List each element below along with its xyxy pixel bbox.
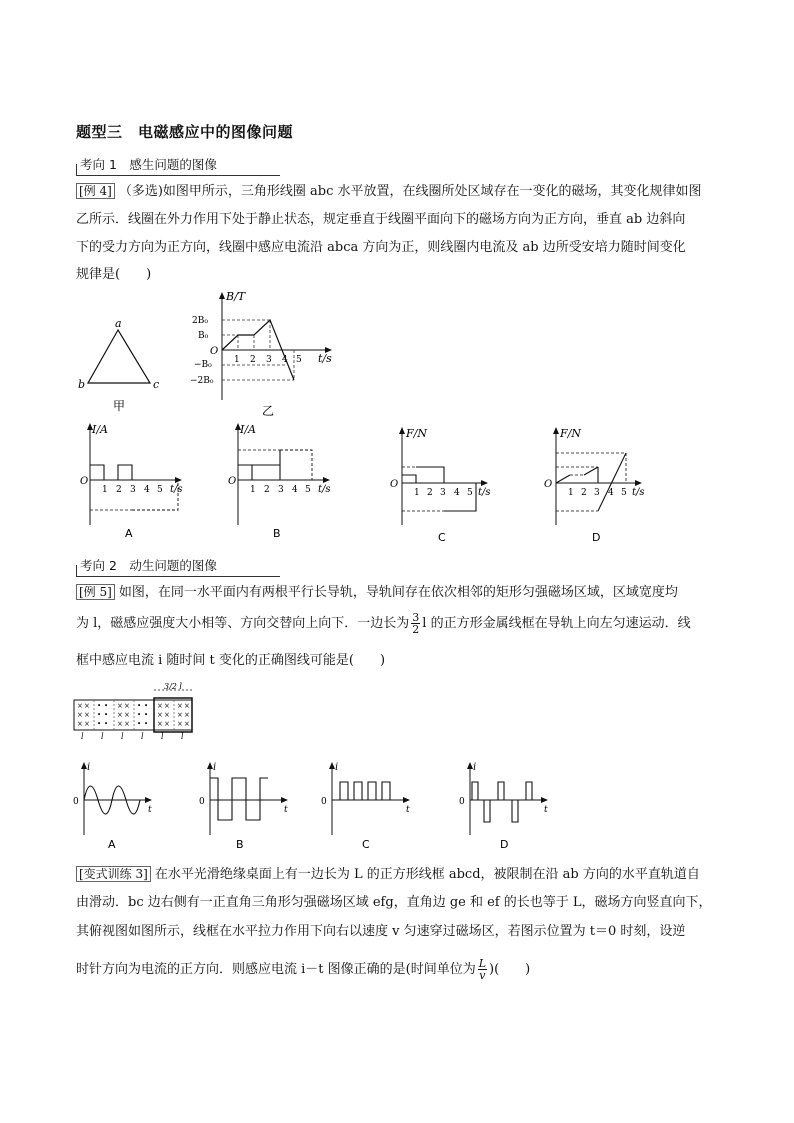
ex4-line-2: 乙所示．线圈在外力作用下处于静止状态，规定垂直于线圈平面向下的磁场方向为正方向，垂直 ab 边斜向: [76, 212, 686, 227]
svg-text:×: ×: [164, 720, 170, 728]
svg-text:×: ×: [84, 720, 90, 728]
svg-text:4: 4: [292, 485, 298, 495]
direction-2-label: 考向 2 动生问题的图像: [80, 558, 217, 573]
svg-text:0: 0: [73, 797, 79, 807]
b-origin: O: [228, 476, 237, 487]
svg-text:×: ×: [164, 702, 170, 710]
ex5-option-b-label: B: [236, 838, 244, 851]
svg-text:×: ×: [124, 720, 130, 728]
c-origin: O: [390, 479, 399, 490]
ex5-line-3: 框中感应电流 i 随时间 t 变化的正确图线可能是( ): [76, 653, 386, 668]
svg-text:3: 3: [130, 485, 136, 495]
ex4-line-1: [例 4] （多选)如图甲所示，三角形线圈 abc 水平放置，在线圈所处区域存在一变化的磁场，其变化规律如图: [76, 182, 702, 201]
ex5-option-d-label: D: [500, 838, 509, 851]
svg-text:l: l: [121, 732, 124, 741]
svg-text:×: ×: [117, 702, 123, 710]
section-title: 题型三 电磁感应中的图像问题: [76, 123, 294, 141]
svg-text:l: l: [141, 732, 144, 741]
svg-text:×: ×: [177, 702, 183, 710]
direction-1-heading: [80, 155, 280, 173]
var3-line-4: 时针方向为电流的正方向．则感应电流 i－t 图像正确的是(时间单位为 $\frac{L}{v}$ )( ): [76, 957, 531, 982]
svg-text:×: ×: [184, 702, 190, 710]
vertex-c-label: c: [153, 378, 160, 391]
ex4-option-b-graph: [228, 420, 358, 545]
ex4-option-c-graph: [386, 425, 516, 550]
svg-text:3: 3: [278, 485, 284, 495]
ex4-line-3: 下的受力方向为正方向，线圈中感应电流沿 abca 方向为正，则线圈内电流及 ab 边所受安培力随时间变化: [76, 240, 686, 255]
svg-text:×: ×: [77, 720, 83, 728]
ex4-option-c-label: C: [438, 531, 446, 544]
c-xlabel: t/s: [478, 487, 491, 498]
svg-text:1: 1: [568, 488, 574, 498]
svg-text:•: •: [104, 711, 109, 719]
svg-text:×: ×: [157, 711, 163, 719]
svg-text:•: •: [137, 702, 142, 710]
svg-text:l: l: [181, 732, 184, 741]
yi-xtick-3: 3: [266, 355, 272, 365]
svg-text:l: l: [101, 732, 104, 741]
svg-text:•: •: [144, 711, 149, 719]
ex5-field-figure: [72, 680, 202, 740]
svg-text:×: ×: [77, 702, 83, 710]
ex4-option-a-label: A: [125, 527, 133, 540]
svg-text:i: i: [87, 762, 91, 773]
svg-text:l: l: [161, 732, 164, 741]
vertex-b-label: b: [78, 378, 86, 391]
svg-text:t: t: [284, 805, 288, 815]
svg-text:×: ×: [157, 720, 163, 728]
yi-xlabel: t/s: [318, 352, 332, 365]
ex4-option-d-label: D: [592, 531, 601, 544]
svg-text:5: 5: [621, 488, 627, 498]
svg-text:3: 3: [440, 488, 446, 498]
yi-xtick-2: 2: [250, 355, 256, 365]
fig-jia-triangle: [70, 310, 180, 420]
var3-line-2: 由滑动．bc 边右侧有一正直角三角形匀强磁场区域 efg，直角边 ge 和 ef 的长也等于 L，磁场方向竖直向下，: [76, 895, 712, 910]
fig-jia-caption: 甲: [113, 399, 126, 413]
b-xlabel: t/s: [318, 484, 331, 495]
ex4-option-b-label: B: [273, 527, 281, 540]
svg-text:1: 1: [250, 485, 256, 495]
svg-text:4: 4: [454, 488, 460, 498]
svg-text:•: •: [104, 720, 109, 728]
svg-text:×: ×: [184, 711, 190, 719]
svg-text:×: ×: [177, 711, 183, 719]
ex4-line-4: 规律是( ): [76, 267, 152, 282]
ex5-option-d-graph: [456, 760, 556, 850]
var3-line-3: 其俯视图如图所示，线框在水平拉力作用下向右以速度 v 匀速穿过磁场区，若图示位置为 t＝0 时刻，设逆: [76, 924, 686, 939]
svg-text:i: i: [213, 762, 217, 773]
ex5-tag: [例 5]: [76, 584, 115, 600]
ex4-option-d-graph: [540, 425, 670, 550]
direction-1-label: 考向 1 感生问题的图像: [80, 157, 217, 172]
svg-text:0: 0: [199, 797, 205, 807]
svg-text:•: •: [144, 702, 149, 710]
svg-text:×: ×: [84, 702, 90, 710]
svg-text:2: 2: [427, 488, 433, 498]
d-origin: O: [544, 479, 553, 490]
ex4-option-a-graph: [80, 420, 210, 545]
ex5-option-a-graph: [70, 760, 160, 850]
yi-ylabel: B/T: [226, 290, 246, 303]
ex5-option-c-label: C: [362, 838, 370, 851]
svg-text:4: 4: [144, 485, 150, 495]
ex5-line-2: 为 l，磁感应强度大小相等、方向交替向上向下．一边长为 $\frac{3}{2}$ l 的正方形金属线框在导轨上向左匀速运动．线: [76, 611, 691, 636]
svg-text:×: ×: [177, 720, 183, 728]
svg-text:t: t: [406, 805, 410, 815]
svg-text:0: 0: [321, 797, 327, 807]
a-ylabel: I/A: [92, 423, 108, 436]
svg-text:3: 3: [594, 488, 600, 498]
svg-text:4: 4: [608, 488, 614, 498]
svg-text:×: ×: [157, 702, 163, 710]
svg-text:t: t: [544, 805, 548, 815]
svg-text:×: ×: [117, 711, 123, 719]
svg-text:×: ×: [77, 711, 83, 719]
ex5-fraction: $\frac{3}{2}$: [412, 611, 420, 636]
ex5-option-b-graph: [196, 760, 296, 850]
b-ylabel: I/A: [240, 423, 256, 436]
svg-text:×: ×: [124, 711, 130, 719]
svg-text:•: •: [97, 702, 102, 710]
ex5-option-a-label: A: [108, 838, 116, 851]
ex5-line-1: [例 5] 如图，在同一水平面内有两根平行长导轨，导轨间存在依次相邻的矩形匀强磁场区域，区域宽度均: [76, 583, 678, 602]
yi-origin: O: [210, 346, 219, 357]
svg-text:•: •: [104, 702, 109, 710]
yi-xtick-4: 4: [282, 355, 288, 365]
svg-text:•: •: [97, 711, 102, 719]
var3-tag: [变式训练 3]: [76, 866, 151, 882]
c-ylabel: F/N: [406, 427, 427, 440]
vertex-a-label: a: [115, 317, 122, 330]
svg-text:×: ×: [164, 711, 170, 719]
yi-ytick-neg-2b0: −2B₀: [190, 376, 214, 386]
fig-yi-b-t-graph: [190, 290, 350, 420]
svg-text:1: 1: [102, 485, 108, 495]
svg-text:i: i: [473, 762, 477, 773]
svg-text:t: t: [148, 805, 152, 815]
svg-text:1: 1: [414, 488, 420, 498]
svg-text:5: 5: [467, 488, 473, 498]
svg-text:5: 5: [305, 485, 311, 495]
yi-ytick-2b0: 2B₀: [192, 316, 208, 326]
svg-text:2: 2: [264, 485, 270, 495]
var3-line-1: [变式训练 3] 在水平光滑绝缘桌面上有一边长为 L 的正方形线框 abcd，被限制在沿 ab 方向的水平直轨道自: [76, 865, 700, 884]
d-xlabel: t/s: [632, 487, 645, 498]
yi-xtick-5: 5: [296, 355, 302, 365]
var3-fraction: $\frac{L}{v}$: [478, 957, 487, 982]
d-ylabel: F/N: [560, 427, 581, 440]
fig-yi-caption: 乙: [262, 404, 275, 418]
svg-text:2: 2: [116, 485, 122, 495]
svg-text:i: i: [335, 762, 339, 773]
svg-text:•: •: [144, 720, 149, 728]
svg-text:5: 5: [157, 485, 163, 495]
ex4-tag: [例 4]: [76, 183, 115, 199]
yi-xtick-1: 1: [234, 355, 240, 365]
ex5-top-label: 3/2 l: [164, 682, 182, 691]
svg-text:0: 0: [459, 797, 465, 807]
svg-text:×: ×: [84, 711, 90, 719]
direction-2-heading: [80, 556, 280, 574]
svg-text:•: •: [137, 720, 142, 728]
yi-ytick-neg-b0: −B₀: [194, 360, 212, 370]
a-origin: O: [80, 476, 89, 487]
yi-ytick-b0: B₀: [198, 331, 209, 341]
svg-text:l: l: [81, 732, 84, 741]
svg-text:×: ×: [117, 720, 123, 728]
a-xlabel: t/s: [170, 484, 183, 495]
svg-text:×: ×: [184, 720, 190, 728]
svg-text:×: ×: [124, 702, 130, 710]
ex5-option-c-graph: [318, 760, 418, 850]
svg-text:•: •: [137, 711, 142, 719]
svg-text:•: •: [97, 720, 102, 728]
svg-text:2: 2: [581, 488, 587, 498]
